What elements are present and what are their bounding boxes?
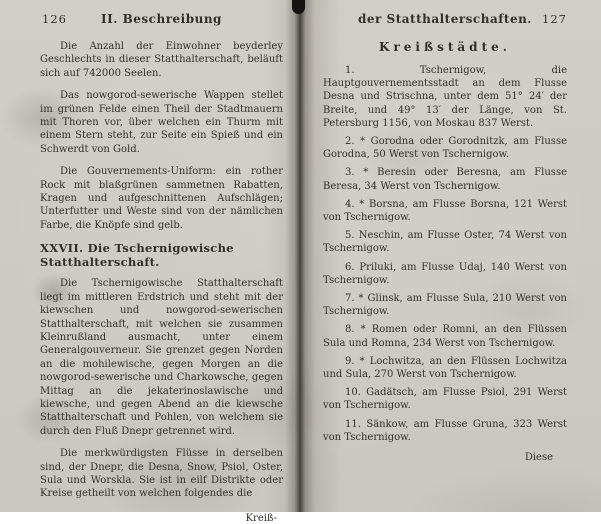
entry-tschernigow: 1. Tschernigow, die Hauptgouvernementsstadt an dem Flusse Desna und Strischna, unter dem 51° 24′ der Breite, und 49° 13′ der Länge, von St. Petersburg 1156, von Moskau 837 Werst.	[323, 65, 567, 129]
right-page	[299, 0, 601, 512]
paragraph-lage: Die Tschernigowische Statthalterschaft liegt im mittleren Erdstrich und steht mit der kiewschen und nowgorod-sewerischen Statthalterschaft, mit welchen sie zusammen Kleinrußland ausmacht, unter einem Generalgouverneur. Sie grenzet gegen Norden an die mohilewische, gegen Morgen an die nowgorod-sewerische und Charkowsche, gegen Mittag an die jekaterinoslawische und kiewsche, und gegen Abend an die kiewsche Statthalterschaft und Pohlen, von welchem sie durch den Fluß Dnepr getrennet wird.	[40, 278, 283, 437]
kreisstaedte-heading: Kreißstädte.	[379, 40, 511, 54]
entry-romen: 8. * Romen oder Romni, an den Flüssen Sula und Romna, 234 Werst von Tschernigow.	[323, 324, 567, 349]
right-running-head	[323, 12, 567, 30]
left-catchword: Kreiß-	[245, 512, 277, 524]
section-heading-tschernigow: XXVII. Die Tschernigowische Statthalterschaft.	[40, 241, 234, 270]
paragraph-einwohner: Die Anzahl der Einwohner beyderley Geschlechts in dieser Statthalterschaft, beläuft sich auf 742000 Seelen.	[40, 41, 283, 79]
left-running-header-title: II. Beschreibung	[101, 12, 222, 26]
entry-priluki: 6. Priluki, am Flusse Udaj, 140 Werst von Tschernigow.	[323, 261, 567, 286]
right-running-header-title: der Statthalterschaften.	[358, 12, 532, 26]
left-page	[0, 0, 299, 524]
left-running-head	[40, 12, 283, 30]
right-page-number: 127	[542, 12, 567, 26]
paragraph-wappen: Das nowgorod-sewerische Wappen stellet im grünen Felde einen Theil der Stadtmauern mit Thoren vor, über welchen ein Thurm mit einem Stern steht, zur Seite ein Spieß und ein Schwerdt von Gold.	[40, 90, 283, 155]
entry-saenkow: 11. Sänkow, am Flusse Gruna, 323 Werst von Tschernigow.	[323, 418, 567, 443]
entry-beresin: 3. * Beresin oder Beresna, am Flusse Beresa, 34 Werst von Tschernigow.	[323, 167, 567, 192]
entry-lochwitza: 9. * Lochwitza, an den Flüssen Lochwitza und Sula, 270 Werst von Tschernigow.	[323, 355, 567, 381]
entry-neschin: 5. Neschin, am Flusse Oster, 74 Werst von Tschernigow.	[323, 230, 567, 255]
paragraph-fluesse: Die merkwürdigsten Flüsse in derselben sind, der Dnepr, die Desna, Snow, Psiol, Oster, Sula und Worskla. Sie ist in eilf Distrikte oder Kreise getheilt von welchen folgendes die	[40, 448, 283, 500]
entry-glinsk: 7. * Glinsk, am Flusse Sula, 210 Werst von Tschernigow.	[323, 293, 567, 318]
entry-gadaetsch: 10. Gadätsch, am Flusse Psiol, 291 Werst von Tschernigow.	[323, 387, 567, 412]
entry-borsna: 4. * Borsna, am Flusse Borsna, 121 Werst von Tschernigow.	[323, 198, 567, 224]
left-page-number: 126	[42, 12, 67, 26]
entry-gorodna: 2. * Gorodna oder Gorodnitzk, am Flusse Gorodna, 50 Werst von Tschernigow.	[323, 136, 567, 161]
right-catchword: Diese	[524, 452, 553, 464]
paragraph-uniform: Die Gouvernements-Uniform: ein rother Rock mit blaßgrünen sammetnen Rabatten, Kragen und aufgeschnittenen Aufschlägen; Unterfutter und Weste sind von der nämlichen Farbe, die Knöpfe sind gelb.	[40, 166, 283, 231]
